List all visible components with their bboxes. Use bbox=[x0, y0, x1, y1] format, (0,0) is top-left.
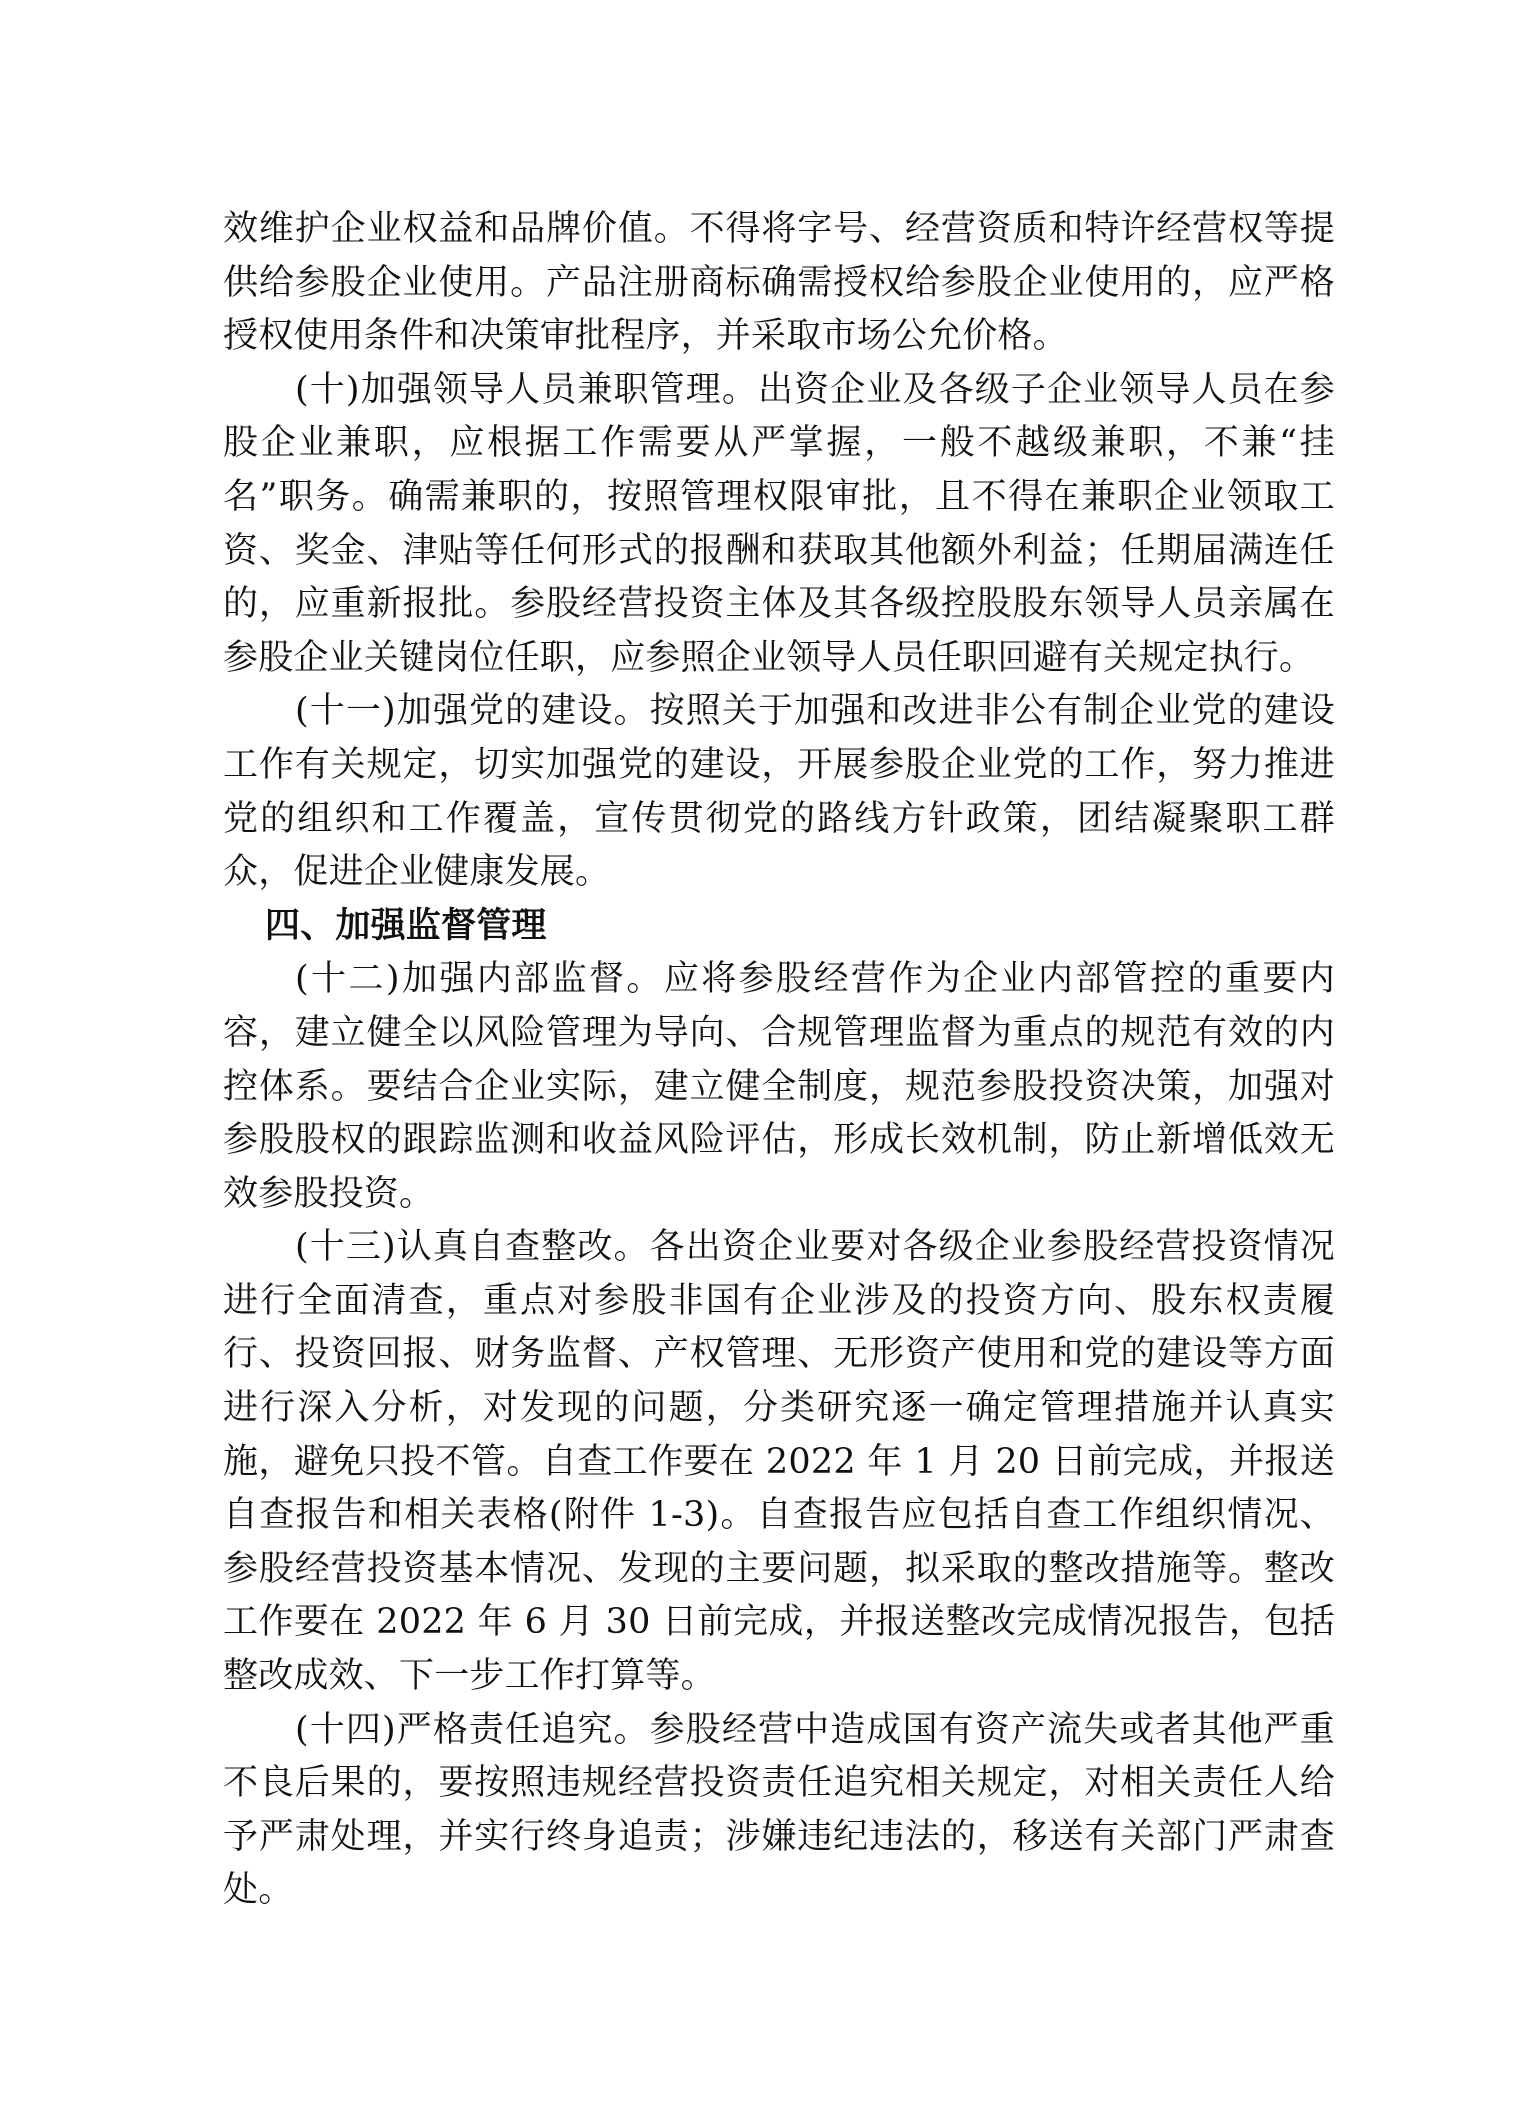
paragraph-section-13: (十三)认真自查整改。各出资企业要对各级企业参股经营投资情况进行全面清查，重点对参股非国有企业涉及的投资方向、股东权责履行、投资回报、财务监督、产权管理、无形资产使用和党的建设等方面进行深入分析，对发现的问题，分类研究逐一确定管理措施并认真实施，避免只投不管。自查工作要在 2022 年 1 月 20 日前完成，并报送自查报告和相关表格(附件 1-3)。自查报告应包括自查工作组织情况、参股经营投资基本情况、发现的主要问题，拟采取的整改措施等。整改工作要在 2022 年 6 月 30 日前完成，并报送整改完成情况报告，包括整改成效、下一步工作打算等。 bbox=[223, 1227, 1335, 1697]
paragraph-continuation: 效维护企业权益和品牌价值。不得将字号、经营资质和特许经营权等提供给参股企业使用。产品注册商标确需授权给参股企业使用的，应严格授权使用条件和决策审批程序，并采取市场公允价格。 bbox=[223, 209, 1335, 357]
paragraph-section-12: (十二)加强内部监督。应将参股经营作为企业内部管控的重要内容，建立健全以风险管理为导向、合规管理监督为重点的规范有效的内控体系。要结合企业实际，建立健全制度，规范参股投资决策，加强对参股股权的跟踪监测和收益风险评估，形成长效机制，防止新增低效无效参股投资。 bbox=[223, 959, 1335, 1214]
document-body bbox=[223, 203, 1335, 1918]
section-heading-4: 四、加强监督管理 bbox=[265, 905, 547, 946]
paragraph-section-10: (十)加强领导人员兼职管理。出资企业及各级子企业领导人员在参股企业兼职，应根据工作需要从严掌握，一般不越级兼职，不兼“挂名”职务。确需兼职的，按照管理权限审批，且不得在兼职企业领取工资、奖金、津贴等任何形式的报酬和获取其他额外利益；任期届满连任的，应重新报批。参股经营投资主体及其各级控股股东领导人员亲属在参股企业关键岗位任职，应参照企业领导人员任职回避有关规定执行。 bbox=[223, 369, 1335, 678]
paragraph-section-14: (十四)严格责任追究。参股经营中造成国有资产流失或者其他严重不良后果的，要按照违规经营投资责任追究相关规定，对相关责任人给予严肃处理，并实行终身追责；涉嫌违纪违法的，移送有关部门严肃查处。 bbox=[223, 1709, 1335, 1911]
paragraph-section-11: (十一)加强党的建设。按照关于加强和改进非公有制企业党的建设工作有关规定，切实加强党的建设，开展参股企业党的工作，努力推进党的组织和工作覆盖，宣传贯彻党的路线方针政策，团结凝聚职工群众，促进企业健康发展。 bbox=[223, 691, 1335, 893]
